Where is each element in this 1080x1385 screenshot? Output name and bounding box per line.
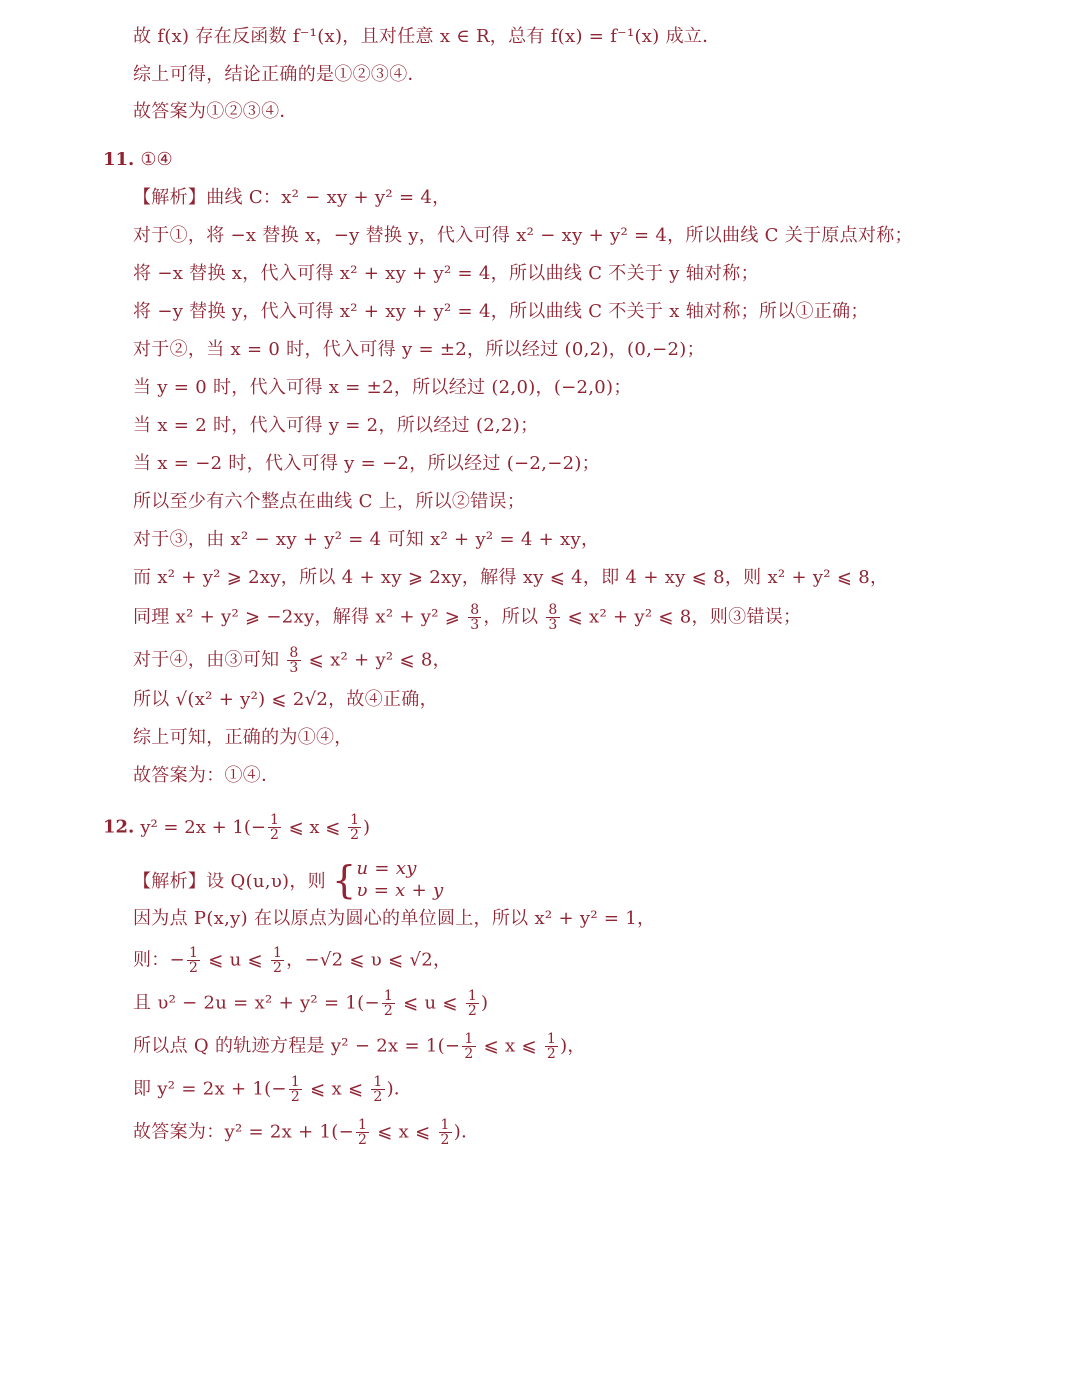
fraction-eight-thirds bbox=[287, 646, 300, 675]
fraction-one-half bbox=[545, 1032, 558, 1061]
q12-setq: 设 Q(u,υ)，则 bbox=[206, 871, 333, 892]
q11-line-10: 而 x² + y² ⩾ 2xy，所以 4 + xy ⩾ 2xy，解得 xy ⩽ 4，即 4 + xy ⩽ 8，则 x² + y² ⩽ 8， bbox=[133, 567, 889, 588]
q11-answer: ①④ bbox=[140, 149, 173, 170]
fraction-one-half bbox=[268, 813, 281, 842]
q11-line-9: 对于③，由 x² − xy + y² = 4 可知 x² + y² = 4 + xy， bbox=[133, 529, 600, 550]
q11-line-8: 所以至少有六个整点在曲线 C 上，所以②错误； bbox=[133, 491, 526, 512]
prev-line-3: 故答案为①②③④． bbox=[133, 101, 298, 122]
frac-num: 8 bbox=[289, 645, 299, 661]
frac-num: 1 bbox=[358, 1117, 368, 1133]
frac-num: 1 bbox=[373, 1074, 383, 1090]
q12-line-3 bbox=[133, 988, 489, 1019]
q11-line-11-part-b: ，所以 bbox=[483, 606, 545, 628]
frac-num: 1 bbox=[350, 812, 359, 828]
frac-num: 1 bbox=[546, 1031, 557, 1047]
prev-line-2: 综上可得，结论正确的是①②③④． bbox=[133, 64, 426, 85]
q12-answer-c: ) bbox=[362, 816, 371, 838]
q11-line-5: 当 y = 0 时，代入可得 x = ±2，所以经过 (2,0)，(−2,0)； bbox=[133, 377, 632, 398]
equation-system bbox=[332, 858, 444, 902]
q11-line-12-part-a: 对于④，由③可知 bbox=[133, 649, 286, 671]
q11-line-11 bbox=[133, 602, 802, 633]
q11-line-13: 所以 √(x² + y²) ⩽ 2√2，故④正确， bbox=[133, 689, 438, 710]
frac-den: 2 bbox=[467, 1003, 478, 1019]
frac-num: 1 bbox=[464, 1031, 474, 1047]
fraction-one-half bbox=[271, 946, 284, 975]
q11-line-11-part-c: ⩽ x² + y² ⩽ 8，则③错误； bbox=[561, 606, 802, 628]
frac-den: 2 bbox=[350, 827, 359, 843]
q11-intro: 曲线 C：x² − xy + y² = 4， bbox=[206, 187, 451, 208]
q12-line-6-b: ⩽ x ⩽ bbox=[371, 1121, 437, 1143]
frac-den: 2 bbox=[440, 1132, 450, 1148]
q11-line-12-part-b: ⩽ x² + y² ⩽ 8， bbox=[302, 649, 451, 671]
frac-num: 1 bbox=[383, 988, 394, 1004]
fraction-one-half bbox=[462, 1032, 475, 1061]
q11-line-14: 综上可知，正确的为①④， bbox=[133, 727, 353, 748]
frac-den: 2 bbox=[373, 1089, 383, 1105]
q12-line-4-a: 所以点 Q 的轨迹方程是 y² − 2x = 1(− bbox=[133, 1035, 461, 1057]
q11-line-11-part-a: 同理 x² + y² ⩾ −2xy，解得 x² + y² ⩾ bbox=[133, 606, 467, 628]
frac-num: 8 bbox=[470, 602, 480, 618]
frac-num: 8 bbox=[548, 602, 558, 618]
q12-line-5-c: )． bbox=[386, 1078, 413, 1100]
q11-line-3: 将 −y 替换 y，代入可得 x² + xy + y² = 4，所以曲线 C 不关于 x 轴对称；所以①正确； bbox=[133, 301, 869, 322]
frac-den: 2 bbox=[358, 1132, 368, 1148]
q12-line-1: 因为点 P(x,y) 在以原点为圆心的单位圆上，所以 x² + y² = 1， bbox=[133, 908, 656, 929]
q12-line-6-c: )． bbox=[453, 1121, 480, 1143]
frac-den: 3 bbox=[548, 617, 558, 633]
q11-line-15: 故答案为：①④． bbox=[133, 765, 280, 786]
fraction-one-half bbox=[439, 1118, 452, 1147]
fraction-one-half bbox=[371, 1075, 384, 1104]
prev-line-1: 故 f(x) 存在反函数 f⁻¹(x)，且对任意 x ∈ R，总有 f(x) = f⁻¹(x) 成立． bbox=[133, 26, 721, 47]
q11-line-7: 当 x = −2 时，代入可得 y = −2，所以经过 (−2,−2)； bbox=[133, 453, 600, 474]
q12-answer bbox=[140, 812, 371, 843]
fraction-eight-thirds bbox=[546, 603, 559, 632]
q11-analysis bbox=[133, 185, 450, 211]
q12-number: 12. bbox=[103, 816, 135, 838]
q12-line-6 bbox=[133, 1117, 480, 1148]
q12-line-3-c: ) bbox=[481, 992, 489, 1014]
frac-den: 2 bbox=[272, 960, 283, 976]
q11-number: 11. bbox=[103, 149, 135, 170]
q12-line-5 bbox=[133, 1074, 413, 1105]
frac-den: 2 bbox=[464, 1046, 474, 1062]
system-line-1: u = xy bbox=[356, 858, 417, 879]
frac-den: 2 bbox=[546, 1046, 557, 1062]
fraction-one-half bbox=[348, 813, 361, 842]
frac-num: 1 bbox=[269, 812, 279, 828]
q12-answer-b: ⩽ x ⩽ bbox=[282, 816, 347, 838]
q12-header bbox=[103, 812, 371, 843]
q11-line-12 bbox=[133, 645, 451, 676]
q12-line-2 bbox=[133, 945, 452, 976]
left-brace-icon: { bbox=[332, 858, 357, 902]
system-line-2: υ = x + y bbox=[356, 880, 444, 901]
frac-den: 3 bbox=[289, 660, 299, 676]
q12-line-2-c: ，−√2 ⩽ υ ⩽ √2， bbox=[286, 949, 452, 971]
fraction-one-half bbox=[289, 1075, 302, 1104]
frac-den: 2 bbox=[383, 1003, 394, 1019]
frac-num: 1 bbox=[272, 945, 283, 961]
frac-num: 1 bbox=[290, 1074, 301, 1090]
q12-line-4-c: )， bbox=[560, 1035, 586, 1057]
frac-den: 2 bbox=[290, 1089, 301, 1105]
frac-num: 1 bbox=[188, 945, 199, 961]
frac-den: 3 bbox=[470, 617, 480, 633]
q11-line-2: 将 −x 替换 x，代入可得 x² + xy + y² = 4，所以曲线 C 不关于 y 轴对称； bbox=[133, 263, 759, 284]
fraction-one-half bbox=[187, 946, 200, 975]
fraction-one-half bbox=[382, 989, 395, 1018]
q12-line-6-a: 故答案为：y² = 2x + 1(− bbox=[133, 1121, 354, 1143]
fraction-eight-thirds bbox=[468, 603, 481, 632]
q11-line-1: 对于①，将 −x 替换 x，−y 替换 y，代入可得 x² − xy + y² = 4，所以曲线 C 关于原点对称； bbox=[133, 225, 913, 246]
q12-analysis bbox=[133, 858, 444, 902]
fraction-one-half bbox=[466, 989, 479, 1018]
system-lines bbox=[357, 858, 444, 902]
frac-den: 2 bbox=[269, 827, 279, 843]
q12-line-2-a: 则：− bbox=[133, 949, 185, 971]
q12-answer-a: y² = 2x + 1(− bbox=[140, 816, 266, 838]
frac-den: 2 bbox=[188, 960, 199, 976]
q12-tag: 【解析】 bbox=[133, 871, 207, 892]
q11-line-6: 当 x = 2 时，代入可得 y = 2，所以经过 (2,2)； bbox=[133, 415, 539, 436]
q12-line-3-a: 且 υ² − 2u = x² + y² = 1(− bbox=[133, 992, 380, 1014]
q12-line-4-b: ⩽ x ⩽ bbox=[477, 1035, 543, 1057]
q11-tag: 【解析】 bbox=[133, 187, 207, 208]
q11-line-4: 对于②，当 x = 0 时，代入可得 y = ±2，所以经过 (0,2)，(0,−2)； bbox=[133, 339, 705, 360]
frac-num: 1 bbox=[440, 1117, 450, 1133]
q12-line-5-b: ⩽ x ⩽ bbox=[304, 1078, 370, 1100]
q12-line-3-b: ⩽ u ⩽ bbox=[397, 992, 464, 1014]
fraction-one-half bbox=[356, 1118, 369, 1147]
q12-line-4 bbox=[133, 1031, 586, 1062]
frac-num: 1 bbox=[467, 988, 478, 1004]
q12-line-5-a: 即 y² = 2x + 1(− bbox=[133, 1078, 287, 1100]
q11-header bbox=[103, 147, 173, 173]
q12-line-2-b: ⩽ u ⩽ bbox=[202, 949, 269, 971]
